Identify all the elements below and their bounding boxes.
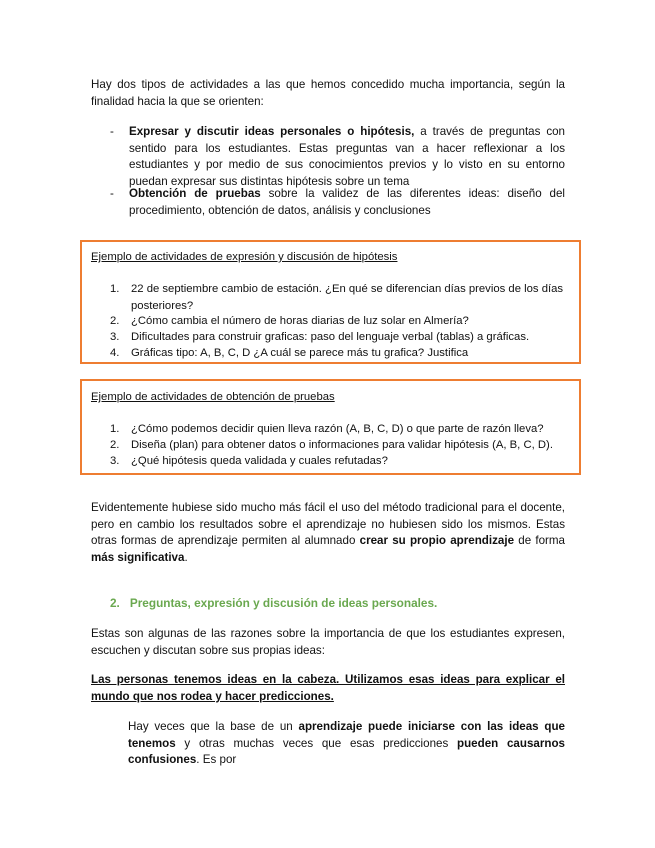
list-item — [110, 437, 568, 454]
box-title: Ejemplo de actividades de expresión y discusión de hipótesis — [91, 251, 398, 263]
list-text: ¿Cómo podemos decidir quien lleva razón (A, B, C, D) o que parte de razón lleva? — [131, 423, 544, 435]
list-item — [110, 329, 568, 346]
list-number: 4. — [110, 347, 120, 359]
section-number: 2. — [110, 596, 120, 610]
bullet-bold: Obtención de pruebas — [129, 187, 261, 200]
list-number: 2. — [110, 439, 120, 451]
bullet-item — [110, 186, 565, 219]
list-text: Gráficas tipo: A, B, C, D ¿A cuál se parece más tu grafica? Justifica — [131, 347, 469, 359]
final-bold: pueden causarnos confusiones — [128, 736, 565, 767]
intro-paragraph: Hay dos tipos de actividades a las que hemos concedido mucha importancia, según la finalidad hacia la que se orienten: — [91, 78, 565, 108]
box-title: Ejemplo de actividades de obtención de pruebas — [91, 391, 335, 403]
evidence-examples-box — [80, 379, 581, 475]
section-intro-paragraph: Estas son algunas de las razones sobre la importancia de que los estudiantes expresen, escuchen y discutan sobre sus propias ideas: — [91, 627, 565, 657]
list-text: Diseña (plan) para obtener datos o informaciones para validar hipótesis (A, B, C, D). — [131, 439, 553, 451]
list-item — [110, 421, 568, 438]
bullet-text — [129, 186, 565, 219]
conclusion-paragraph — [91, 500, 565, 566]
list-number: 1. — [110, 423, 120, 435]
list-text: 22 de septiembre cambio de estación. ¿En qué se diferencian días previos de los días posteriores? — [131, 283, 564, 312]
conclusion-text: Evidentemente hubiese sido mucho más fácil el uso del método tradicional para el docente, pero en cambio los resultados sobre el aprendizaje no hubiesen sido los mismos. Estas otras formas de aprendizaje permiten al alumnado — [91, 501, 565, 548]
list-item — [110, 453, 568, 470]
list-item — [110, 313, 568, 330]
final-paragraph — [128, 719, 565, 769]
list-text: ¿Qué hipótesis queda validada y cuales refutadas? — [131, 455, 388, 467]
final-text: y otras muchas veces que esas predicciones — [175, 736, 458, 750]
final-bold: aprendizaje puede iniciarse con las ideas que tenemos — [128, 720, 565, 750]
bullet-rest: sobre la validez de las diferentes ideas: diseño del procedimiento, obtención de datos, análisis y conclusiones — [129, 187, 566, 217]
bullet-dash: - — [110, 125, 114, 138]
bullet-dash: - — [110, 187, 114, 200]
bullet-bold: Expresar y discutir ideas personales o hipótesis, — [129, 125, 415, 138]
underlined-statement: Las personas tenemos ideas en la cabeza. Utilizamos esas ideas para explicar el mundo que nos rodea y hacer predicciones. — [91, 673, 565, 703]
list-item — [110, 281, 568, 314]
conclusion-bold: más significativa — [91, 550, 185, 564]
conclusion-text: de forma — [514, 534, 565, 548]
hypothesis-examples-box — [80, 240, 581, 364]
bullet-item — [110, 124, 565, 190]
final-text: Hay veces que la base de un — [128, 720, 299, 733]
list-number: 3. — [110, 455, 120, 467]
bullet-rest: a través de preguntas con sentido para los estudiantes. Estas preguntas van a hacer reflexionar a los estudiantes y por medio de sus conocimientos previos y lo visto en su entorno puedan expresar sus distintas hipótesis sobre un tema — [129, 125, 566, 188]
list-item — [110, 345, 568, 362]
final-text: . Es por — [196, 753, 237, 767]
section-title: Preguntas, expresión y discusión de ideas personales. — [129, 596, 438, 610]
list-text: Dificultades para construir graficas: paso del lenguaje verbal (tablas) a gráficas. — [131, 331, 530, 343]
list-number: 2. — [110, 315, 120, 327]
list-number: 1. — [110, 283, 120, 295]
bullet-text — [129, 124, 565, 190]
list-number: 3. — [110, 331, 120, 343]
section-heading — [110, 596, 437, 610]
conclusion-text: . — [184, 550, 188, 564]
conclusion-bold: crear su propio aprendizaje — [359, 534, 515, 548]
list-text: ¿Cómo cambia el número de horas diarias de luz solar en Almería? — [131, 315, 469, 327]
